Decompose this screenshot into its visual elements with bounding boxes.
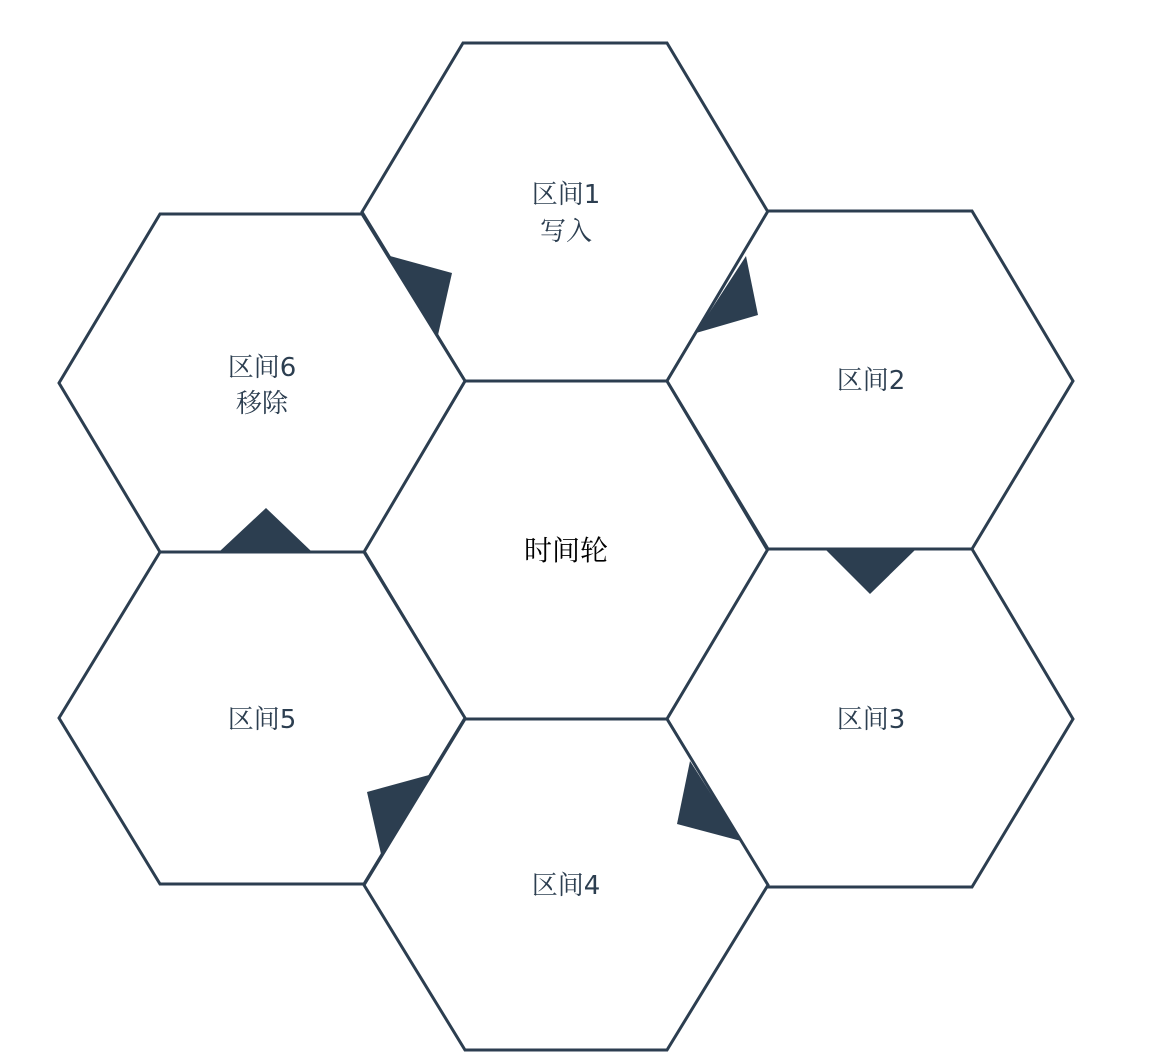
segment-2-label: 区间2 (836, 366, 906, 396)
segment-4-label: 区间4 (531, 871, 601, 901)
segment-6-label: 区间6 (227, 353, 297, 383)
segment-5-label: 区间5 (227, 705, 297, 735)
segment-1-label: 区间1 (531, 180, 601, 210)
center-label: 时间轮 (523, 534, 609, 567)
segment-1-action: 写入 (539, 217, 593, 247)
segment-6-action: 移除 (235, 389, 289, 419)
segment-3-label: 区间3 (836, 705, 906, 735)
